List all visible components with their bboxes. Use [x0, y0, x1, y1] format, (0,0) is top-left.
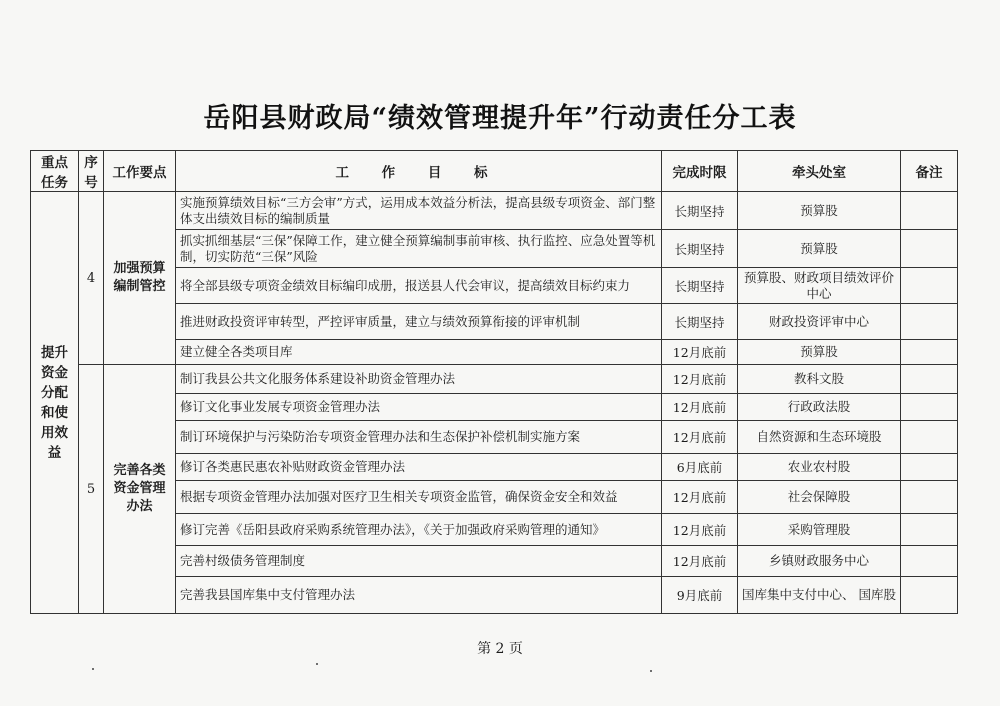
deadline-cell: 12月底前 [662, 365, 738, 394]
goal-cell: 修订完善《岳阳县政府采购系统管理办法》，《关于加强政府采购管理的通知》 [176, 514, 662, 546]
lead-cell: 教科文股 [738, 365, 901, 394]
goal-cell: 将全部县级专项资金绩效目标编印成册，报送县人代会审议，提高绩效目标约束力 [176, 268, 662, 304]
header-task: 重点任务 [31, 151, 79, 192]
group-seq: 5 [79, 365, 104, 614]
scan-speck [92, 668, 94, 670]
note-cell [901, 514, 958, 546]
group-point: 加强预算编制管控 [104, 192, 176, 365]
note-cell [901, 577, 958, 614]
lead-cell: 行政政法股 [738, 394, 901, 421]
note-cell [901, 230, 958, 268]
goal-cell: 建立健全各类项目库 [176, 340, 662, 365]
deadline-cell: 长期坚持 [662, 192, 738, 230]
deadline-cell: 12月底前 [662, 421, 738, 454]
note-cell [901, 421, 958, 454]
deadline-cell: 12月底前 [662, 394, 738, 421]
scan-speck [650, 670, 652, 672]
goal-cell: 修订各类惠民惠农补贴财政资金管理办法 [176, 454, 662, 481]
goal-cell: 制订环境保护与污染防治专项资金管理办法和生态保护补偿机制实施方案 [176, 421, 662, 454]
table-header-row [31, 151, 958, 192]
scan-speck [316, 663, 318, 665]
goal-cell: 实施预算绩效目标“三方会审”方式，运用成本效益分析法，提高县级专项资金、部门整体支出绩效目标的编制质量 [176, 192, 662, 230]
lead-cell: 自然资源和生态环境股 [738, 421, 901, 454]
header-goal: 工 作 目 标 [176, 151, 662, 192]
note-cell [901, 365, 958, 394]
deadline-cell: 长期坚持 [662, 268, 738, 304]
lead-cell: 预算股、财政项目绩效评价中心 [738, 268, 901, 304]
lead-cell: 财政投资评审中心 [738, 304, 901, 340]
lead-cell: 采购管理股 [738, 514, 901, 546]
table-row [31, 365, 958, 394]
lead-cell: 预算股 [738, 230, 901, 268]
deadline-cell: 12月底前 [662, 514, 738, 546]
goal-cell: 抓实抓细基层“三保”保障工作，建立健全预算编制事前审核、执行监控、应急处置等机制，切实防范“三保”风险 [176, 230, 662, 268]
goal-cell: 完善我县国库集中支付管理办法 [176, 577, 662, 614]
deadline-cell: 长期坚持 [662, 230, 738, 268]
note-cell [901, 481, 958, 514]
main-task-cell: 提升资金分配和使用效益 [31, 192, 79, 614]
header-note: 备注 [901, 151, 958, 192]
group-seq: 4 [79, 192, 104, 365]
lead-cell: 预算股 [738, 192, 901, 230]
goal-cell: 推进财政投资评审转型，严控评审质量，建立与绩效预算衔接的评审机制 [176, 304, 662, 340]
page-title: 岳阳县财政局“绩效管理提升年”行动责任分工表 [203, 103, 797, 134]
deadline-cell: 12月底前 [662, 481, 738, 514]
deadline-cell: 12月底前 [662, 546, 738, 577]
responsibility-table [30, 150, 958, 614]
note-cell [901, 454, 958, 481]
goal-cell: 修订文化事业发展专项资金管理办法 [176, 394, 662, 421]
header-deadline: 完成时限 [662, 151, 738, 192]
group-point: 完善各类资金管理办法 [104, 365, 176, 614]
goal-cell: 完善村级债务管理制度 [176, 546, 662, 577]
note-cell [901, 192, 958, 230]
note-cell [901, 394, 958, 421]
lead-cell: 农业农村股 [738, 454, 901, 481]
note-cell [901, 340, 958, 365]
goal-cell: 根据专项资金管理办法加强对医疗卫生相关专项资金监管，确保资金安全和效益 [176, 481, 662, 514]
lead-cell: 社会保障股 [738, 481, 901, 514]
note-cell [901, 268, 958, 304]
lead-cell: 国库集中支付中心、 国库股 [738, 577, 901, 614]
header-point: 工作要点 [104, 151, 176, 192]
deadline-cell: 6月底前 [662, 454, 738, 481]
lead-cell: 乡镇财政服务中心 [738, 546, 901, 577]
lead-cell: 预算股 [738, 340, 901, 365]
deadline-cell: 9月底前 [662, 577, 738, 614]
deadline-cell: 长期坚持 [662, 304, 738, 340]
note-cell [901, 546, 958, 577]
header-seq: 序号 [79, 151, 104, 192]
goal-cell: 制订我县公共文化服务体系建设补助资金管理办法 [176, 365, 662, 394]
header-lead: 牵头处室 [738, 151, 901, 192]
page-number: 第 2 页 [477, 641, 523, 657]
note-cell [901, 304, 958, 340]
table-row [31, 192, 958, 230]
deadline-cell: 12月底前 [662, 340, 738, 365]
